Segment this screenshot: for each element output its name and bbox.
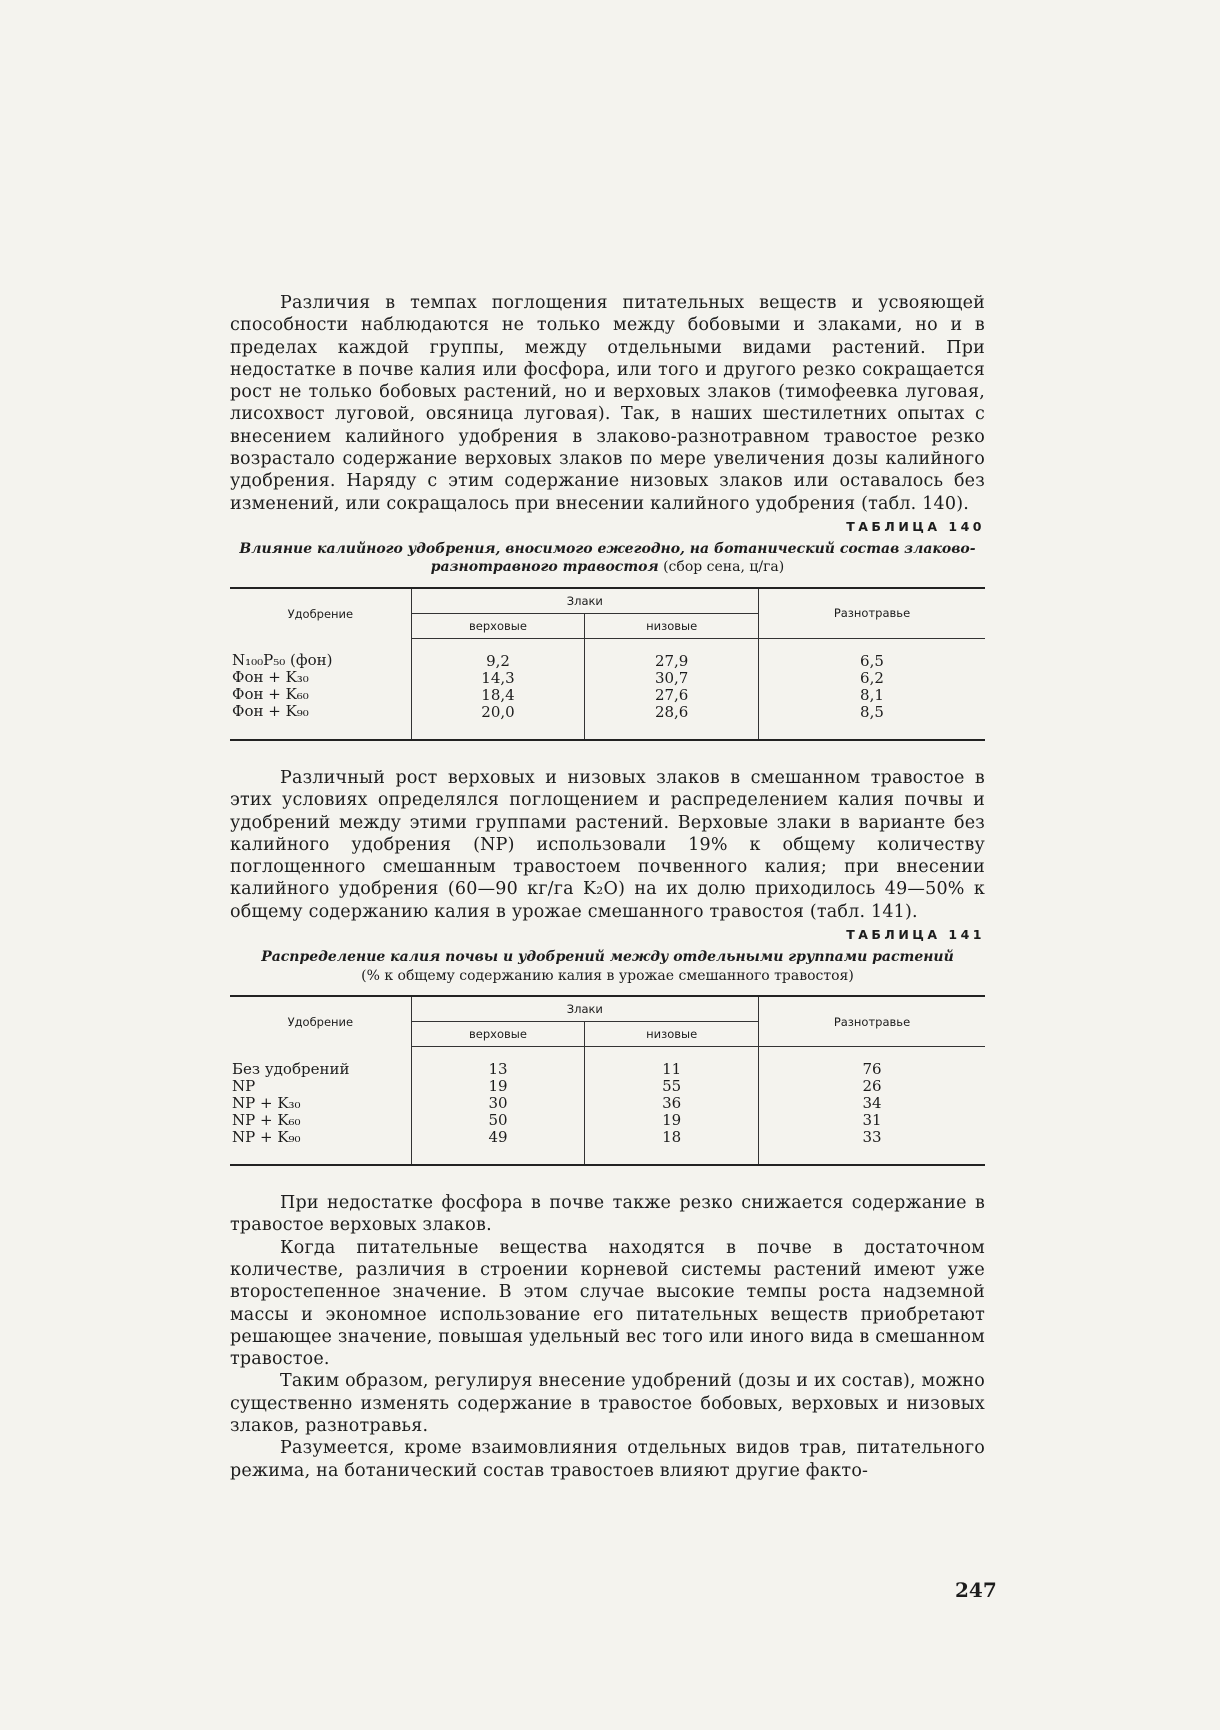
cell-value: 76: [862, 1060, 882, 1079]
cell-value: 33: [862, 1128, 882, 1147]
cell-fertilizer: Фон + K₆₀: [232, 685, 309, 704]
cell-value: 26: [862, 1077, 882, 1096]
paragraph-2: Различный рост верховых и низовых злаков в смешанном травостое в этих условиях определялся поглощением и распределением калия почвы и удобрений между этими группами растений. Верховые злаки в варианте без калийного удобрения (NP) использовали 19% к общему количеству поглощенного смешанным травостоем почвенного калия; при внесении калийного удобрения (60—90 кг/га K₂O) на их долю приходилось 49—50% к общему содержанию калия в урожае смешанного травостоя (табл. 141).: [230, 767, 985, 922]
cell-fertilizer: NP + K₉₀: [232, 1127, 301, 1146]
column-bottom-grasses: [585, 1047, 759, 1166]
table-141-caption-title: Распределение калия почвы и удобрений между отдельными группами растений: [261, 949, 954, 966]
cell-value: 27,9: [654, 651, 689, 670]
header-top-grasses: верховые: [411, 613, 585, 638]
cell-fertilizer: NP + K₃₀: [232, 1093, 301, 1112]
cell-value: 34: [862, 1094, 882, 1113]
cell-value: 30: [488, 1094, 508, 1113]
cell-value: 18,4: [481, 685, 515, 704]
cell-value: 6,5: [860, 651, 884, 670]
header-herbs: Разнотравье: [758, 588, 985, 639]
cell-value: 20,0: [481, 702, 515, 721]
header-bottom-grasses: низовые: [585, 613, 759, 638]
paragraph-1: Различия в темпах поглощения питательных веществ и усвояющей способности наблюдаются не только между бобовыми и злаками, но и в пределах каждой группы, между отдельными видами растений. При недостатке в почве калия или фосфора, или того и другого резко сокращается рост не только бобовых растений, но и верховых злаков (тимофеевка луговая, лисохвост луговой, овсяница луговая). Так, в наших шестилетних опытах с внесением калийного удобрения в злаково-разнотравном травостое резко возрастало содержание верховых злаков по мере увеличения дозы калийного удобрения. Наряду с этим содержание низовых злаков или оставалось без изменений, или сокращалось при внесении калийного удобрения (табл. 140).: [230, 293, 985, 514]
cell-value: 18: [662, 1128, 682, 1147]
header-grasses: Злаки: [411, 588, 758, 614]
header-fertilizer: Удобрение: [287, 606, 354, 621]
table-141: [230, 995, 985, 1166]
column-fertilizer: [230, 1047, 411, 1166]
cell-value: 8,5: [860, 702, 884, 721]
page-number: 247: [955, 1578, 997, 1602]
table-row: [230, 638, 985, 740]
column-bottom-grasses: [585, 638, 759, 740]
column-fertilizer: [230, 638, 411, 740]
column-herbs: [758, 638, 985, 740]
cell-value: 27,6: [654, 685, 689, 704]
header-bottom-grasses: низовые: [585, 1022, 759, 1047]
cell-fertilizer: N₁₀₀P₅₀ (фон): [232, 651, 333, 670]
cell-value: 55: [662, 1077, 682, 1096]
table-141-label: ТАБЛИЦА 141: [846, 927, 985, 943]
cell-fertilizer: NP: [232, 1076, 256, 1095]
cell-value: 8,1: [860, 685, 884, 704]
table-140-caption-title: Влияние калийного удобрения, вносимого ежегодно, на ботанический состав злаково-разнотравного травостоя: [239, 540, 976, 576]
table-141-caption: [230, 948, 985, 985]
cell-value: 30,7: [654, 668, 689, 687]
table-140: [230, 587, 985, 741]
cell-value: 28,6: [654, 702, 689, 721]
table-140-caption: [230, 540, 985, 577]
column-top-grasses: [411, 1047, 585, 1166]
cell-fertilizer: Фон + K₃₀: [232, 668, 309, 687]
cell-value: 19: [488, 1077, 508, 1096]
cell-fertilizer: Без удобрений: [232, 1059, 350, 1078]
header-fertilizer: Удобрение: [287, 1014, 354, 1029]
table-row: [230, 1047, 985, 1166]
table-140-label: ТАБЛИЦА 140: [846, 518, 985, 534]
cell-value: 14,3: [481, 668, 515, 687]
cell-value: 11: [662, 1060, 682, 1079]
header-top-grasses: верховые: [411, 1022, 585, 1047]
page-content: [230, 292, 985, 1482]
cell-fertilizer: NP + K₆₀: [232, 1110, 301, 1129]
cell-value: 49: [488, 1128, 508, 1147]
cell-value: 19: [662, 1111, 682, 1130]
paragraph-4: Когда питательные вещества находятся в почве в достаточном количестве, различия в строении корневой системы растений имеют уже второстепенное значение. В этом случае высокие темпы роста надземной массы и экономное использование его питательных веществ приобретают решающее значение, повышая удельный вес того или иного вида в смешанном травостое.: [230, 1237, 985, 1370]
cell-value: 50: [488, 1111, 508, 1130]
cell-value: 36: [662, 1094, 682, 1113]
cell-value: 9,2: [486, 651, 510, 670]
cell-value: 31: [862, 1111, 882, 1130]
column-top-grasses: [411, 638, 585, 740]
table-141-caption-units: (% к общему содержанию калия в урожае смешанного травостоя): [361, 967, 854, 984]
table-140-caption-units: (сбор сена, ц/га): [663, 559, 785, 576]
cell-fertilizer: Фон + K₉₀: [232, 702, 309, 721]
paragraph-5: Таким образом, регулируя внесение удобрений (дозы и их состав), можно существенно изменять содержание в травостое бобовых, верховых и низовых злаков, разнотравья.: [230, 1371, 985, 1437]
column-herbs: [758, 1047, 985, 1166]
paragraph-3: При недостатке фосфора в почве также резко снижается содержание в травостое верховых злаков.: [230, 1193, 985, 1236]
header-herbs: Разнотравье: [758, 996, 985, 1047]
paragraph-6: Разумеется, кроме взаимовлияния отдельных видов трав, питательного режима, на ботанический состав травостоев влияют другие факто-: [230, 1438, 985, 1481]
header-grasses: Злаки: [411, 996, 758, 1022]
cell-value: 6,2: [860, 668, 884, 687]
cell-value: 13: [488, 1060, 508, 1079]
